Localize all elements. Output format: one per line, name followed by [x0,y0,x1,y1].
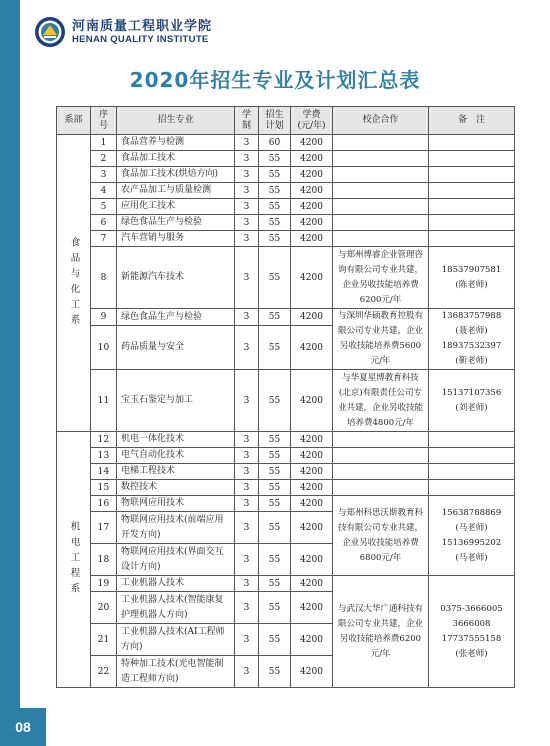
note-cell-empty [429,448,515,464]
coop-cell-empty [333,135,429,151]
fee-cell: 4200 [291,448,333,464]
seq-cell: 11 [91,370,117,432]
seq-cell: 20 [91,592,117,624]
fee-cell: 4200 [291,309,333,326]
major-cell: 物联网应用技术(界面交互设计方向) [117,544,235,576]
note-cell-empty [429,151,515,167]
fee-cell: 4200 [291,656,333,688]
seq-cell: 12 [91,432,117,448]
note-cell: 15638788869 (马老师) 15136995202 (马老师) [429,496,515,576]
fee-cell: 4200 [291,326,333,370]
seq-cell: 14 [91,464,117,480]
plan-cell: 55 [259,544,291,576]
fee-cell: 4200 [291,183,333,199]
coop-cell-empty [333,432,429,448]
fee-cell: 4200 [291,231,333,247]
coop-cell-empty [333,464,429,480]
plan-cell: 55 [259,512,291,544]
note-cell-empty [429,215,515,231]
note-cell-empty [429,183,515,199]
note-cell-empty [429,167,515,183]
major-cell: 农产品加工与质量检测 [117,183,235,199]
page-title: 2020年招生专业及计划汇总表 [129,68,421,92]
table-header-row [57,107,515,135]
dept-cell-food-chem: 食品与化工系 [57,135,91,432]
fee-cell: 4200 [291,624,333,656]
table-row [57,167,515,183]
note-cell: 18537907581 (陈老师) [429,247,515,309]
plan-cell: 60 [259,135,291,151]
coop-cell-empty [333,215,429,231]
note-cell: 15137107356 (刘老师) [429,370,515,432]
major-cell: 特种加工技术(光电智能制造工程师方向) [117,656,235,688]
table-row [57,432,515,448]
table-row [57,247,515,309]
note-cell: 13683757988 (聂老师) 18937532397 (靳老师) [429,309,515,370]
coop-cell-empty [333,199,429,215]
years-cell: 3 [235,135,259,151]
major-cell: 食品加工技术 [117,151,235,167]
fee-cell: 4200 [291,247,333,309]
table-row [57,480,515,496]
seq-cell: 4 [91,183,117,199]
major-cell: 绿色食品生产与检验 [117,309,235,326]
note-cell-empty [429,135,515,151]
plan-cell: 55 [259,448,291,464]
note-cell-empty [429,231,515,247]
major-cell: 宝玉石鉴定与加工 [117,370,235,432]
years-cell: 3 [235,151,259,167]
major-cell: 数控技术 [117,480,235,496]
seq-cell: 3 [91,167,117,183]
seq-cell: 7 [91,231,117,247]
plan-cell: 55 [259,247,291,309]
major-cell: 新能源汽车技术 [117,247,235,309]
fee-cell: 4200 [291,167,333,183]
fee-cell: 4200 [291,592,333,624]
table-row [57,215,515,231]
plan-cell: 55 [259,183,291,199]
coop-cell: 与华夏星博教育科技(北京)有限责任公司专业共建，企业另收技能培养费4800元/年 [333,370,429,432]
table-row [57,576,515,592]
coop-cell: 与郑州科思沃斯教育科技有限公司专业共建，企业另收技能培养费6800元/年 [333,496,429,576]
header-years: 学 制 [235,107,259,135]
major-cell: 绿色食品生产与检验 [117,215,235,231]
coop-cell-empty [333,167,429,183]
table-row [57,496,515,512]
header-fee: 学费 (元/年) [291,107,333,135]
fee-cell: 4200 [291,151,333,167]
table-row [57,199,515,215]
dept-cell-mech-elec: 机电工程系 [57,432,91,688]
major-cell: 电气自动化技术 [117,448,235,464]
seq-cell: 17 [91,512,117,544]
plan-cell: 55 [259,432,291,448]
seq-cell: 5 [91,199,117,215]
years-cell: 3 [235,247,259,309]
coop-cell-empty [333,448,429,464]
fee-cell: 4200 [291,370,333,432]
seq-cell: 9 [91,309,117,326]
major-cell: 电梯工程技术 [117,464,235,480]
years-cell: 3 [235,624,259,656]
table-row [57,464,515,480]
fee-cell: 4200 [291,512,333,544]
years-cell: 3 [235,326,259,370]
seq-cell: 18 [91,544,117,576]
coop-cell: 与深圳华硕教育控股有限公司专业共建，企业另收技能培养费5600元/年 [333,309,429,370]
header-dept: 系部 [57,107,91,135]
years-cell: 3 [235,199,259,215]
years-cell: 3 [235,576,259,592]
seq-cell: 2 [91,151,117,167]
left-color-strip [0,0,20,746]
school-logo-icon [34,16,66,48]
years-cell: 3 [235,496,259,512]
plan-cell: 55 [259,576,291,592]
note-cell-empty [429,432,515,448]
major-cell: 食品营养与检测 [117,135,235,151]
school-name-cn: 河南质量工程职业学院 [72,19,213,34]
seq-cell: 21 [91,624,117,656]
table-row [57,151,515,167]
coop-cell: 与武汉大华广通科技有限公司专业共建，企业另收技能培养费6200元/年 [333,576,429,688]
years-cell: 3 [235,167,259,183]
table-row [57,135,515,151]
plan-cell: 55 [259,231,291,247]
coop-cell-empty [333,183,429,199]
major-cell: 工业机器人技术 [117,576,235,592]
major-cell: 工业机器人技术(智能康复护理机器人方向) [117,592,235,624]
fee-cell: 4200 [291,464,333,480]
table-row [57,448,515,464]
plan-cell: 55 [259,151,291,167]
table-row [57,183,515,199]
fee-cell: 4200 [291,135,333,151]
fee-cell: 4200 [291,496,333,512]
years-cell: 3 [235,464,259,480]
fee-cell: 4200 [291,215,333,231]
seq-cell: 1 [91,135,117,151]
plan-cell: 55 [259,496,291,512]
major-cell: 机电一体化技术 [117,432,235,448]
major-cell: 物联网应用技术 [117,496,235,512]
enrollment-plan-table [56,106,515,688]
major-cell: 食品加工技术(烘焙方向) [117,167,235,183]
table-row [57,309,515,326]
years-cell: 3 [235,480,259,496]
header-major: 招生专业 [117,107,235,135]
note-cell-empty [429,480,515,496]
fee-cell: 4200 [291,432,333,448]
header-plan: 招生 计划 [259,107,291,135]
major-cell: 应用化工技术 [117,199,235,215]
seq-cell: 13 [91,448,117,464]
fee-cell: 4200 [291,199,333,215]
years-cell: 3 [235,656,259,688]
school-name-en: HENAN QUALITY INSTITUTE [72,34,209,45]
coop-cell-empty [333,151,429,167]
major-cell: 物联网应用技术(前端应用开发方向) [117,512,235,544]
plan-cell: 55 [259,199,291,215]
years-cell: 3 [235,544,259,576]
header-note: 备 注 [429,107,515,135]
note-cell-empty [429,464,515,480]
plan-cell: 55 [259,592,291,624]
plan-cell: 55 [259,326,291,370]
table-row [57,231,515,247]
fee-cell: 4200 [291,544,333,576]
page-number: 08 [0,708,46,746]
major-cell: 汽车营销与服务 [117,231,235,247]
plan-cell: 55 [259,464,291,480]
plan-cell: 55 [259,624,291,656]
seq-cell: 6 [91,215,117,231]
years-cell: 3 [235,215,259,231]
header-seq: 序 号 [91,107,117,135]
years-cell: 3 [235,370,259,432]
years-cell: 3 [235,592,259,624]
note-cell-empty [429,199,515,215]
header-coop: 校企合作 [333,107,429,135]
coop-cell-empty [333,231,429,247]
coop-cell-empty [333,480,429,496]
plan-cell: 55 [259,370,291,432]
years-cell: 3 [235,448,259,464]
plan-cell: 55 [259,167,291,183]
years-cell: 3 [235,309,259,326]
seq-cell: 16 [91,496,117,512]
plan-cell: 55 [259,656,291,688]
seq-cell: 22 [91,656,117,688]
plan-cell: 55 [259,215,291,231]
coop-cell: 与郑州博睿企业管理咨询有限公司专业共建，企业另收技能培养费6200元/年 [333,247,429,309]
years-cell: 3 [235,512,259,544]
plan-cell: 55 [259,480,291,496]
fee-cell: 4200 [291,576,333,592]
seq-cell: 15 [91,480,117,496]
seq-cell: 8 [91,247,117,309]
seq-cell: 19 [91,576,117,592]
fee-cell: 4200 [291,480,333,496]
table-row [57,370,515,432]
note-cell: 0375-3666005 3666008 17737555158 (张老师) [429,576,515,688]
major-cell: 工业机器人技术(AI工程师方向) [117,624,235,656]
major-cell: 药品质量与安全 [117,326,235,370]
years-cell: 3 [235,432,259,448]
years-cell: 3 [235,183,259,199]
seq-cell: 10 [91,326,117,370]
years-cell: 3 [235,231,259,247]
plan-cell: 55 [259,309,291,326]
